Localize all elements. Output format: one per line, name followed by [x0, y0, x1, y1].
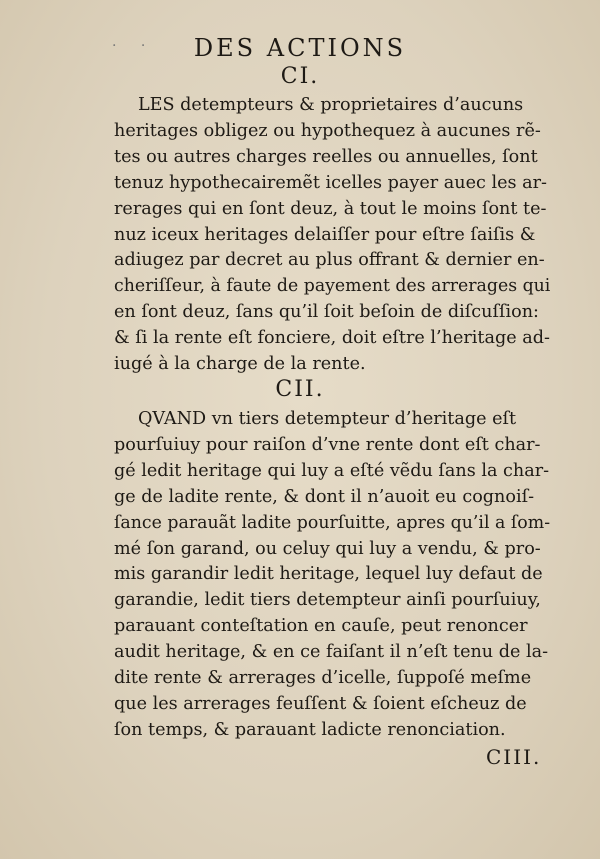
running-head: DES ACTIONS [193, 34, 407, 62]
text-line: iugé à la charge de la rente. [114, 354, 366, 375]
text-line: ſance parauãt ladite pourſuitte, apres qu’il a ſom- [114, 512, 551, 533]
text-line: que les arrerages feuſſent & ſoient eſcheuz de [114, 693, 527, 714]
text-line: mé ſon garand, ou celuy qui luy a vendu, & pro- [114, 538, 541, 559]
section-number-ci: CI. [280, 64, 320, 89]
text-line: mis garandir ledit heritage, lequel luy defaut de [114, 564, 543, 585]
text-line: en ſont deuz, ſans qu’il ſoit beſoin de diſcuſſion: [114, 302, 539, 323]
text-line: & ſi la rente eſt fonciere, doit eſtre l’heritage ad- [114, 328, 550, 349]
text-line: QVAND vn tiers detempteur d’heritage eſt [138, 409, 517, 429]
text-line: audit heritage, & en ce faiſant il n’eſt tenu de la- [114, 642, 549, 663]
text-line: cheriſſeur, à faute de payement des arrerages qui [114, 276, 551, 297]
text-line: pourſuiuy pour raiſon d’vne rente dont eſt char- [114, 434, 541, 455]
text-line: ſon temps, & parauant ladicte renonciation. [114, 719, 506, 740]
text-line: tes ou autres charges reelles ou annuelles, ſont [114, 146, 538, 167]
text-line: nuz iceux heritages delaiſſer pour eſtre ſaiſis & [114, 224, 536, 245]
section-number-cii: CII. [275, 377, 325, 402]
text-line: ge de ladite rente, & dont il n’auoit eu cognoiſ- [114, 486, 535, 507]
margin-marks: · · [112, 38, 156, 54]
text-line: adiugez par decret au plus offrant & dernier en- [114, 250, 545, 271]
text-line: heritages obligez ou hypothequez à aucunes rẽ- [114, 120, 541, 141]
section-ci-text [114, 93, 550, 378]
text-line: dite rente & arrerages d’icelle, ſuppoſé meſme [114, 668, 532, 689]
text-line: parauant conteſtation en cauſe, peut renoncer [114, 616, 528, 637]
text-line: tenuz hypothecairemẽt icelles payer auec les ar- [114, 172, 547, 193]
text-line: LES detempteurs & proprietaires d’aucuns [138, 95, 524, 115]
section-cii-text [114, 407, 550, 744]
text-line: rerages qui en ſont deuz, à tout le moins ſont te- [114, 198, 547, 219]
catchword: CIII. [486, 745, 542, 769]
text-line: gé ledit heritage qui luy a eſté vẽdu ſans la char- [114, 460, 550, 481]
text-line: garandie, ledit tiers detempteur ainſi pourſuiuy, [114, 590, 541, 611]
